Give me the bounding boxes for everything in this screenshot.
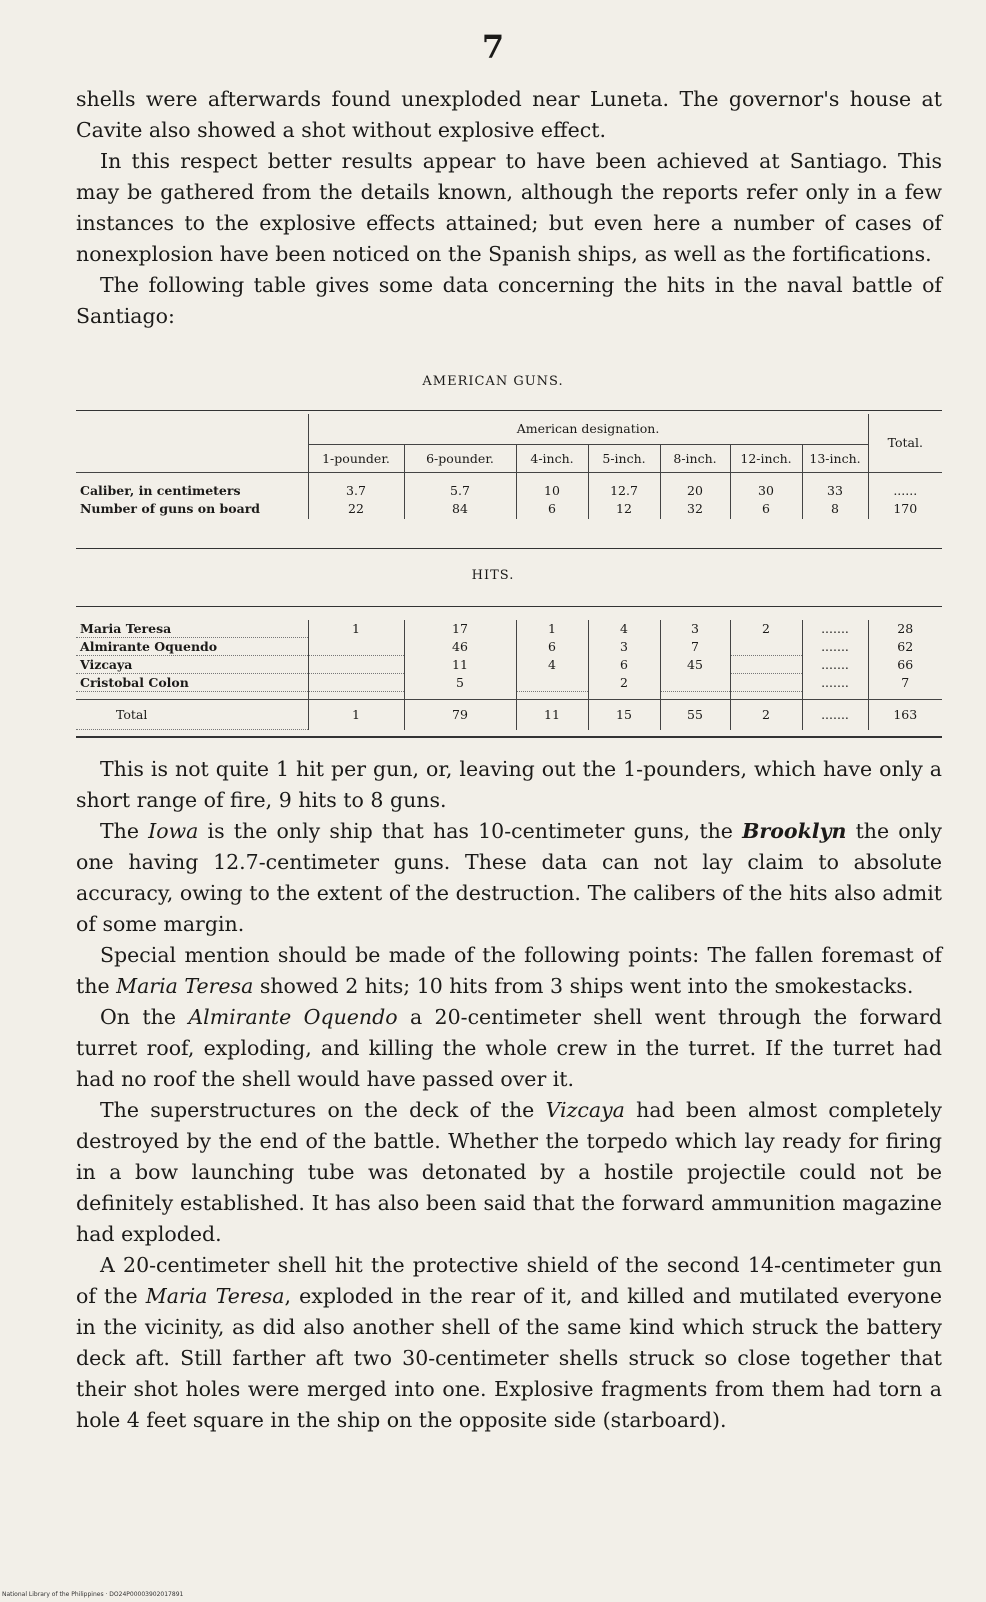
caliber-cell: 10 (516, 472, 588, 499)
guns-count-total: 170 (868, 499, 942, 519)
body-text (76, 754, 942, 1436)
caliber-cell: 5.7 (404, 472, 516, 499)
hits-cell: 1 (516, 620, 588, 638)
hits-total-cell: 2 (730, 700, 802, 730)
hits-row-vizcaya (76, 656, 942, 674)
hits-table-bottom-rule (76, 736, 942, 738)
hits-cell: 46 (404, 638, 516, 656)
intro-paragraph-3: The following table gives some data concerning the hits in the naval battle of Santiago: (76, 273, 942, 328)
american-designation-header: American designation. (308, 414, 868, 444)
hits-row-almirante-oquendo (76, 638, 942, 656)
caliber-cell: 30 (730, 472, 802, 499)
hits-cell (308, 638, 404, 656)
caliber-cell: 12.7 (588, 472, 660, 499)
col-header-6-pounder: 6-pounder. (404, 444, 516, 472)
hits-cell: 2 (730, 620, 802, 638)
page-number: 7 (481, 28, 505, 66)
hits-total: 28 (868, 620, 942, 638)
body-paragraph-2: The Iowa is the only ship that has 10-centimeter guns, the Brooklyn the only one having 12.7-centimeter guns. These data can not lay claim to absolute accuracy, owing to the extent of the destruction. The calibers of the hits also admit of some margin. (76, 819, 942, 936)
col-header-8-inch: 8-inch. (660, 444, 730, 472)
guns-table-bottom-rule (76, 548, 942, 549)
hits-total-label: Total (76, 700, 308, 730)
hits-cell: ....... (802, 656, 868, 674)
hits-cell: 5 (404, 674, 516, 692)
hits-cell (660, 674, 730, 692)
hits-cell (308, 674, 404, 692)
number-of-guns-label: Number of guns on board (80, 501, 261, 516)
hits-total: 62 (868, 638, 942, 656)
hits-cell: 1 (308, 620, 404, 638)
caliber-cell: 33 (802, 472, 868, 499)
col-header-5-inch: 5-inch. (588, 444, 660, 472)
hits-cell: ....... (802, 638, 868, 656)
hits-grand-total: 163 (868, 700, 942, 730)
guns-count-cell: 84 (404, 499, 516, 519)
body-paragraph-3: Special mention should be made of the following points: The fallen foremast of the Maria Teresa showed 2 hits; 10 hits from 3 ships went into the smokestacks. (76, 943, 942, 998)
body-paragraph-4: On the Almirante Oquendo a 20-centimeter shell went through the forward turret roof, exploding, and killing the whole crew in the turret. If the turret had had no roof the shell would have passed over it. (76, 1005, 942, 1091)
hits-row-label: Vizcaya (76, 656, 308, 674)
guns-count-cell: 32 (660, 499, 730, 519)
caliber-cell: 3.7 (308, 472, 404, 499)
caliber-cell: 20 (660, 472, 730, 499)
intro-paragraph-2: In this respect better results appear to have been achieved at Santiago. This may be gathered from the details known, although the reports refer only in a few instances to the explosive effects attained; but even here a number of cases of nonexplosion have been noticed on the Spanish ships, as well as the fortifications. (76, 149, 942, 266)
hits-cell: 45 (660, 656, 730, 674)
guns-count-cell: 6 (516, 499, 588, 519)
hits-row-label: Cristobal Colon (76, 674, 308, 692)
hits-cell (308, 656, 404, 674)
guns-table (76, 414, 942, 519)
hits-total-cell: 15 (588, 700, 660, 730)
hits-total-row (76, 700, 942, 730)
guns-count-cell: 6 (730, 499, 802, 519)
table-top-rule (76, 410, 942, 411)
hits-row-cristobal-colon (76, 674, 942, 692)
hits-cell: 6 (516, 638, 588, 656)
hits-cell: 6 (588, 656, 660, 674)
hits-total-cell: 11 (516, 700, 588, 730)
hits-total: 66 (868, 656, 942, 674)
guns-count-cell: 8 (802, 499, 868, 519)
hits-total: 7 (868, 674, 942, 692)
hits-cell: 17 (404, 620, 516, 638)
hits-cell (730, 638, 802, 656)
col-header-1-pounder: 1-pounder. (308, 444, 404, 472)
intro-paragraph-1: shells were afterwards found unexploded near Luneta. The governor's house at Cavite also showed a shot without explosive effect. (76, 87, 942, 142)
hits-cell: 11 (404, 656, 516, 674)
hits-cell: ....... (802, 620, 868, 638)
hits-cell: 3 (660, 620, 730, 638)
hits-cell (730, 674, 802, 692)
hits-cell: 4 (588, 620, 660, 638)
hits-table (76, 620, 942, 730)
hits-cell: ....... (802, 674, 868, 692)
hits-total-cell: 79 (404, 700, 516, 730)
guns-table-stub (76, 444, 308, 472)
hits-cell: 7 (660, 638, 730, 656)
hits-cell: 2 (588, 674, 660, 692)
body-paragraph-5: The superstructures on the deck of the Vizcaya had been almost completely destroyed by the end of the battle. Whether the torpedo which lay ready for firing in a bow launching tube was detonated by a hostile projectile could not be definitely established. It has also been said that the forward ammunition magazine had exploded. (76, 1098, 942, 1246)
hits-cell: 3 (588, 638, 660, 656)
hits-row-label: Almirante Oquendo (76, 638, 308, 656)
guns-table-stub-header (76, 414, 308, 444)
number-of-guns-row (76, 499, 942, 519)
total-header: Total. (868, 414, 942, 472)
hits-total-cell: 1 (308, 700, 404, 730)
scan-footer: National Library of the Philippines · DO24P00003902017891 (2, 1591, 184, 1598)
hits-cell: 4 (516, 656, 588, 674)
caliber-row-label: Caliber, in centimeters (80, 482, 241, 498)
guns-count-cell: 22 (308, 499, 404, 519)
hits-table-top-rule (76, 606, 942, 607)
hits-total-cell: 55 (660, 700, 730, 730)
col-header-12-inch: 12-inch. (730, 444, 802, 472)
col-header-13-inch: 13-inch. (802, 444, 868, 472)
caliber-total: ...... (868, 472, 942, 499)
hits-total-cell: ....... (802, 700, 868, 730)
guns-count-cell: 12 (588, 499, 660, 519)
hits-cell (516, 674, 588, 692)
body-paragraph-6: A 20-centimeter shell hit the protective shield of the second 14-centimeter gun of the Maria Teresa, exploded in the rear of it, and killed and mutilated everyone in the vicinity, as did also another shell of the same kind which struck the battery deck aft. Still farther aft two 30-centimeter shells struck so close together that their shot holes were merged into one. Explosive fragments from them had torn a hole 4 feet square in the ship on the opposite side (starboard). (76, 1253, 942, 1432)
intro-text (76, 84, 942, 332)
hits-row-maria-teresa (76, 620, 942, 638)
body-paragraph-1: This is not quite 1 hit per gun, or, leaving out the 1-pounders, which have only a short range of fire, 9 hits to 8 guns. (76, 757, 942, 812)
guns-table-caption: AMERICAN GUNS. (422, 374, 564, 389)
hits-cell (730, 656, 802, 674)
caliber-row (76, 472, 942, 499)
hits-row-label: Maria Teresa (76, 620, 308, 638)
col-header-4-inch: 4-inch. (516, 444, 588, 472)
hits-table-caption: HITS. (471, 568, 515, 583)
